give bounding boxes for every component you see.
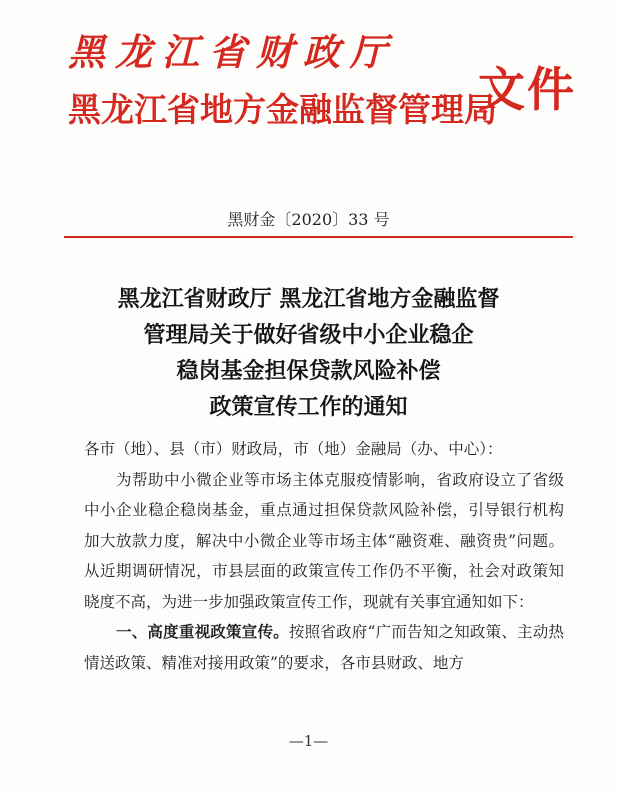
section-text: 按照省政府“广而告知之知政策、主动热情送政策、精准对接用政策”的要求，各市县财政、地方: [84, 623, 564, 672]
issuing-agency-financial-supervision-bureau: 黑龙江省地方金融监督管理局: [68, 90, 497, 129]
document-number: 黑财金〔2020〕33 号: [227, 210, 390, 229]
document-title: [0, 281, 617, 425]
salutation: 各市（地）、县（市）财政局，市（地）金融局（办、中心）：: [84, 440, 503, 458]
document-label: 文件: [478, 63, 576, 118]
paragraph-intro: 为帮助中小微企业等市场主体克服疫情影响，省政府设立了省级中小企业稳企稳岗基金，重点通过担保贷款风险补偿，引导银行机构加大放款力度，解决中小微企业等市场主体“融资难、融资贵”问题。从近期调研情况，市县层面的政策宣传工作仍不平衡，社会对政策知晓度不高，为进一步加强政策宣传工作，现就有关事宜通知如下：: [84, 470, 564, 611]
paragraph-section-1: [84, 617, 564, 678]
red-divider-line: [64, 236, 573, 238]
page-number: —1—: [288, 732, 329, 750]
title-line: 黑龙江省财政厅 黑龙江省地方金融监督: [117, 286, 500, 312]
document-body: [84, 434, 564, 678]
title-line: 管理局关于做好省级中小企业稳企: [143, 322, 474, 348]
section-heading: 一、高度重视政策宣传。: [116, 622, 289, 641]
title-line: 稳岗基金担保贷款风险补偿: [176, 358, 441, 384]
issuing-agency-finance-department: 黑龙江省财政厅: [68, 30, 397, 74]
title-line: 政策宣传工作的通知: [209, 394, 408, 420]
